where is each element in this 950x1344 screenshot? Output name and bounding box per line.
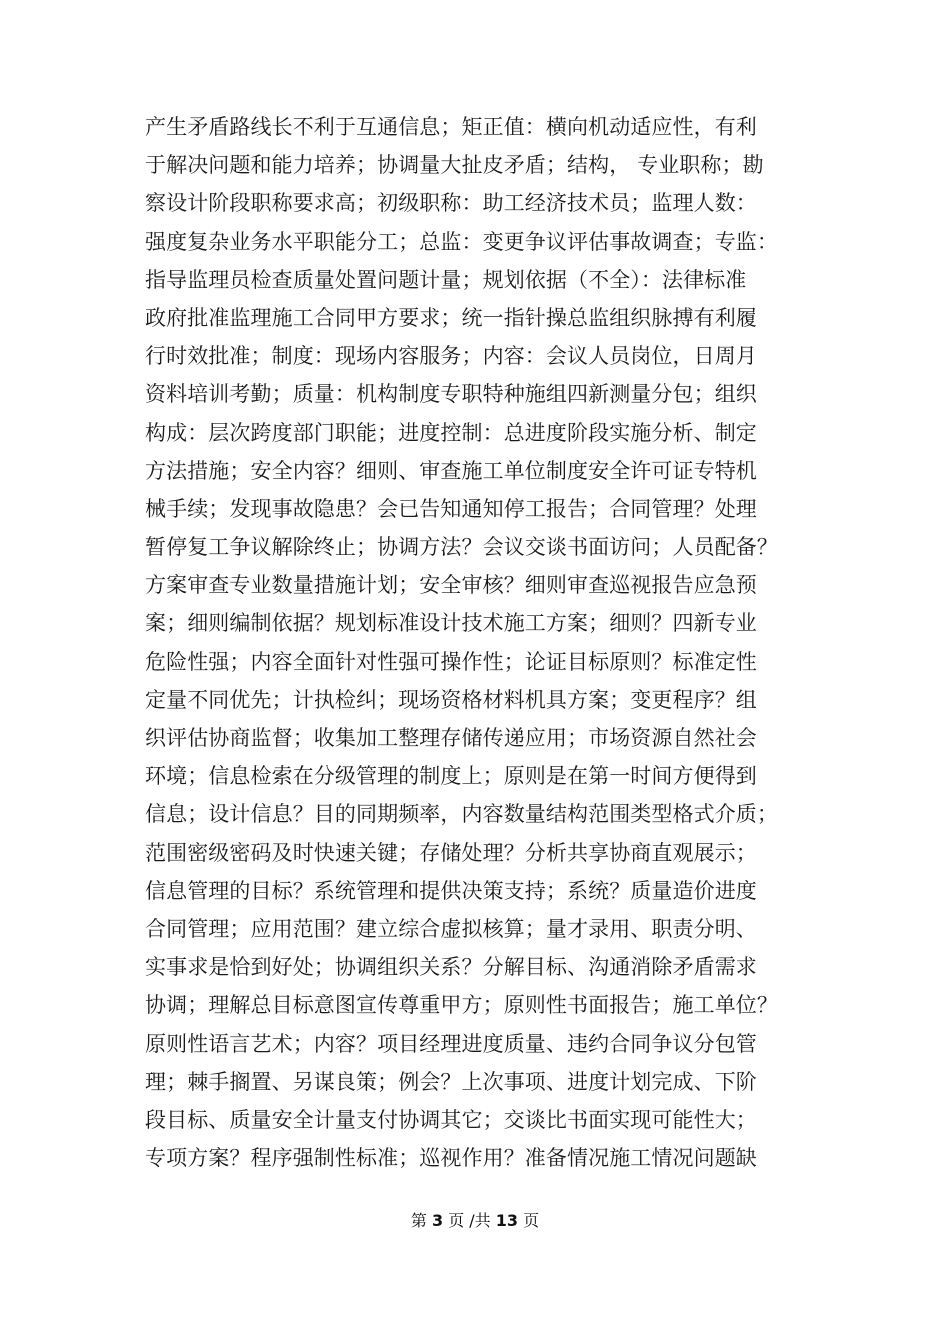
text-line: 协调；理解总目标意图宣传尊重甲方；原则性书面报告；施工单位？: [145, 993, 778, 1018]
text-line: 合同管理；应用范围？建立综合虚拟核算；量才录用、职责分明、: [145, 916, 757, 941]
text-line: 信息；设计信息？目的同期频率，内容数量结构范围类型格式介质；: [145, 802, 778, 827]
page-footer: [0, 1208, 950, 1231]
body-text: [145, 108, 845, 1177]
text-line: 资料培训考勤；质量：机构制度专职特种施组四新测量分包；组织: [145, 382, 757, 407]
text-line: 方案审查专业数量措施计划；安全审核？细则审查巡视报告应急预: [145, 573, 757, 598]
text-line: 械手续；发现事故隐患？会已告知通知停工报告；合同管理？处理: [145, 496, 757, 521]
current-page-number: 3: [431, 1211, 444, 1230]
text-line: 定量不同优先；计执检纠；现场资格材料机具方案；变更程序？组: [145, 687, 757, 712]
text-line: 信息管理的目标？系统管理和提供决策支持；系统？质量造价进度: [145, 878, 757, 903]
text-line: 原则性语言艺术；内容？项目经理进度质量、违约合同争议分包管: [145, 1031, 757, 1056]
footer-middle: 页 /共: [443, 1211, 496, 1230]
text-line: 方法措施；安全内容？细则、审查施工单位制度安全许可证专特机: [145, 458, 757, 483]
text-line: 指导监理员检查质量处置问题计量；规划依据（不全）：法律标准: [145, 267, 747, 292]
text-line: 行时效批准；制度：现场内容服务；内容：会议人员岗位，日周月: [145, 344, 757, 369]
text-line: 强度复杂业务水平职能分工；总监：变更争议评估事故调查；专监：: [145, 229, 778, 254]
text-line: 于解决问题和能力培养；协调量大扯皮矛盾；结构， 专业职称；勘: [145, 153, 764, 178]
text-line: 察设计阶段职称要求高；初级职称：助工经济技术员；监理人数：: [145, 191, 757, 216]
text-line: 政府批准监理施工合同甲方要求；统一指针操总监组织脉搏有利履: [145, 305, 757, 330]
footer-suffix: 页: [518, 1211, 540, 1230]
text-line: 实事求是恰到好处；协调组织关系？分解目标、沟通消除矛盾需求: [145, 955, 757, 980]
text-line: 理；棘手搁置、另谋良策；例会？上次事项、进度计划完成、下阶: [145, 1069, 757, 1094]
total-page-count: 13: [495, 1211, 519, 1230]
text-line: 产生矛盾路线长不利于互通信息；矩正值：横向机动适应性，有利: [145, 115, 757, 139]
text-line: 织评估协商监督；收集加工整理存储传递应用；市场资源自然社会: [145, 726, 757, 750]
text-line: 暂停复工争议解除终止；协调方法？会议交谈书面访问；人员配备？: [145, 535, 778, 560]
text-line: 范围密级密码及时快速关键；存储处理？分析共享协商直观展示；: [145, 840, 757, 865]
text-line: 环境；信息检索在分级管理的制度上；原则是在第一时间方便得到: [145, 764, 757, 789]
footer-prefix: 第: [410, 1211, 432, 1230]
text-line: 案；细则编制依据？规划标准设计技术施工方案；细则？四新专业: [145, 611, 757, 636]
text-line: 危险性强；内容全面针对性强可操作性；论证目标原则？标准定性: [145, 649, 757, 674]
text-line: 段目标、质量安全计量支付协调其它；交谈比书面实现可能性大；: [145, 1107, 757, 1132]
text-line: 构成：层次跨度部门职能；进度控制：总进度阶段实施分析、制定: [145, 420, 757, 445]
text-line: 专项方案？程序强制性标准；巡视作用？准备情况施工情况问题缺: [145, 1146, 757, 1171]
